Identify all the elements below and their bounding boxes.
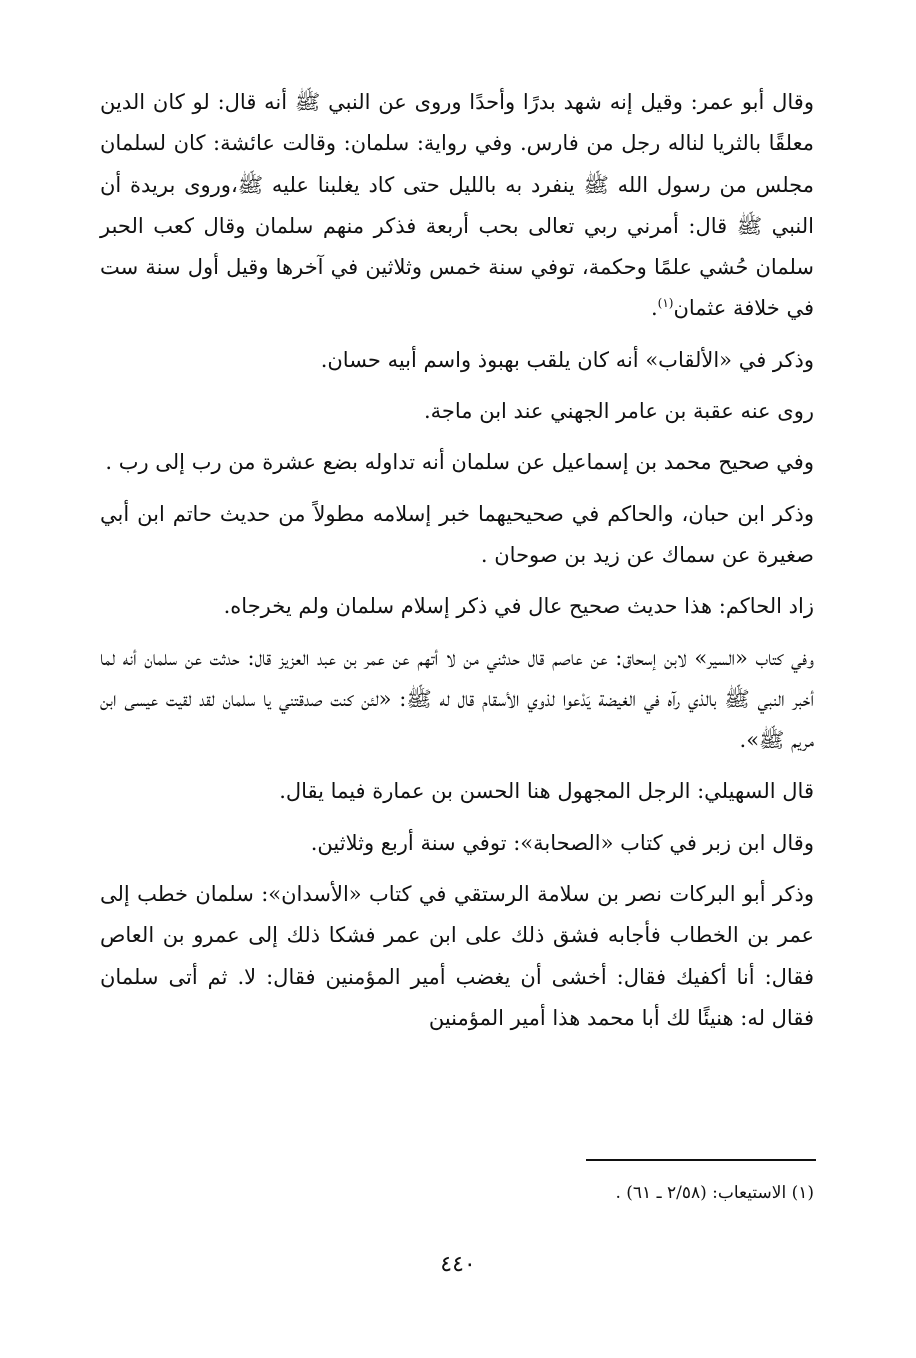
paragraph-1-text: وقال أبو عمر: وقيل إنه شهد بدرًا وأحدًا وروى عن النبي ﷺ أنه قال: لو كان الدين معلقًا بالثريا لناله رجل من فارس. وفي رواية: سلمان: وقالت عائشة: كان لسلمان مجلس من رسول الله ﷺ ينفرد به بالليل حتى كاد يغلبنا عليه ﷺ،وروى بريدة أن النبي ﷺ قال: أمرني ربي تعالى بحب أربعة فذكر منهم سلمان وقال كعب الحبر سلمان حُشي علمًا وحكمة، توفي سنة خمس وثلاثين في آخرها وقيل أول سنة ست في خلافة عثمان — [100, 90, 814, 321]
paragraph-9: وقال ابن زبر في كتاب «الصحابة»: توفي سنة أربع وثلاثين. — [310, 830, 814, 855]
paragraph-4: وفي صحيح محمد بن إسماعيل عن سلمان أنه تداوله بضع عشرة من رب إلى رب . — [105, 450, 814, 475]
paragraph-5: وذكر ابن حبان، والحاكم في صحيحيهما خبر إسلامه مطولاً من حديث حاتم ابن أبي صغيرة عن سماك عن زيد بن صوحان . — [100, 501, 814, 567]
paragraph-2: وذكر في «الألقاب» أنه كان يلقب بهبوذ واسم أبيه حسان. — [320, 347, 814, 372]
footnote-reference: (١) — [657, 296, 674, 311]
paragraph-8: قال السهيلي: الرجل المجهول هنا الحسن بن عمارة فيما يقال. — [279, 779, 814, 804]
paragraph-7: وفي كتاب «السير» لابن إسحاق: عن عاصم قال حدثني من لا أتهم عن عمر بن عبد العزيز قال: حدثت عن سلمان أنه لما أخبر النبي ﷺ بالذي رآه في الغيضة يَدْعوا لذوي الأسقام قال له ﷺ: «لئن كنت صدقتني يا سلمان لقد لقيت عيسى ابن مريم ﷺ». — [100, 645, 814, 753]
paragraph-1-end: . — [650, 296, 658, 321]
page-number: ٤٤٠ — [440, 1252, 476, 1277]
footnote: (١) الاستيعاب: (٢/٥٨ ـ ٦١) . — [615, 1183, 814, 1203]
paragraph-1 — [100, 82, 814, 330]
paragraph-6: زاد الحاكم: هذا حديث صحيح عال في ذكر إسلام سلمان ولم يخرجاه. — [223, 594, 814, 619]
main-text — [100, 82, 814, 1049]
paragraph-10: وذكر أبو البركات نصر بن سلامة الرستقي في كتاب «الأسدان»: سلمان خطب إلى عمر بن الخطاب فأجابه فشق ذلك على ابن عمر فشكا ذلك إلى عمرو بن العاص فقال: أنا أكفيك فقال: أخشى أن يغضب أمير المؤمنين فقال: لا. ثم أتى سلمان فقال له: هنيئًا لك أبا محمد هذا أمير المؤمنين — [100, 882, 814, 1030]
footnote-divider — [586, 1159, 816, 1161]
paragraph-3: روى عنه عقبة بن عامر الجهني عند ابن ماجة. — [423, 399, 814, 424]
